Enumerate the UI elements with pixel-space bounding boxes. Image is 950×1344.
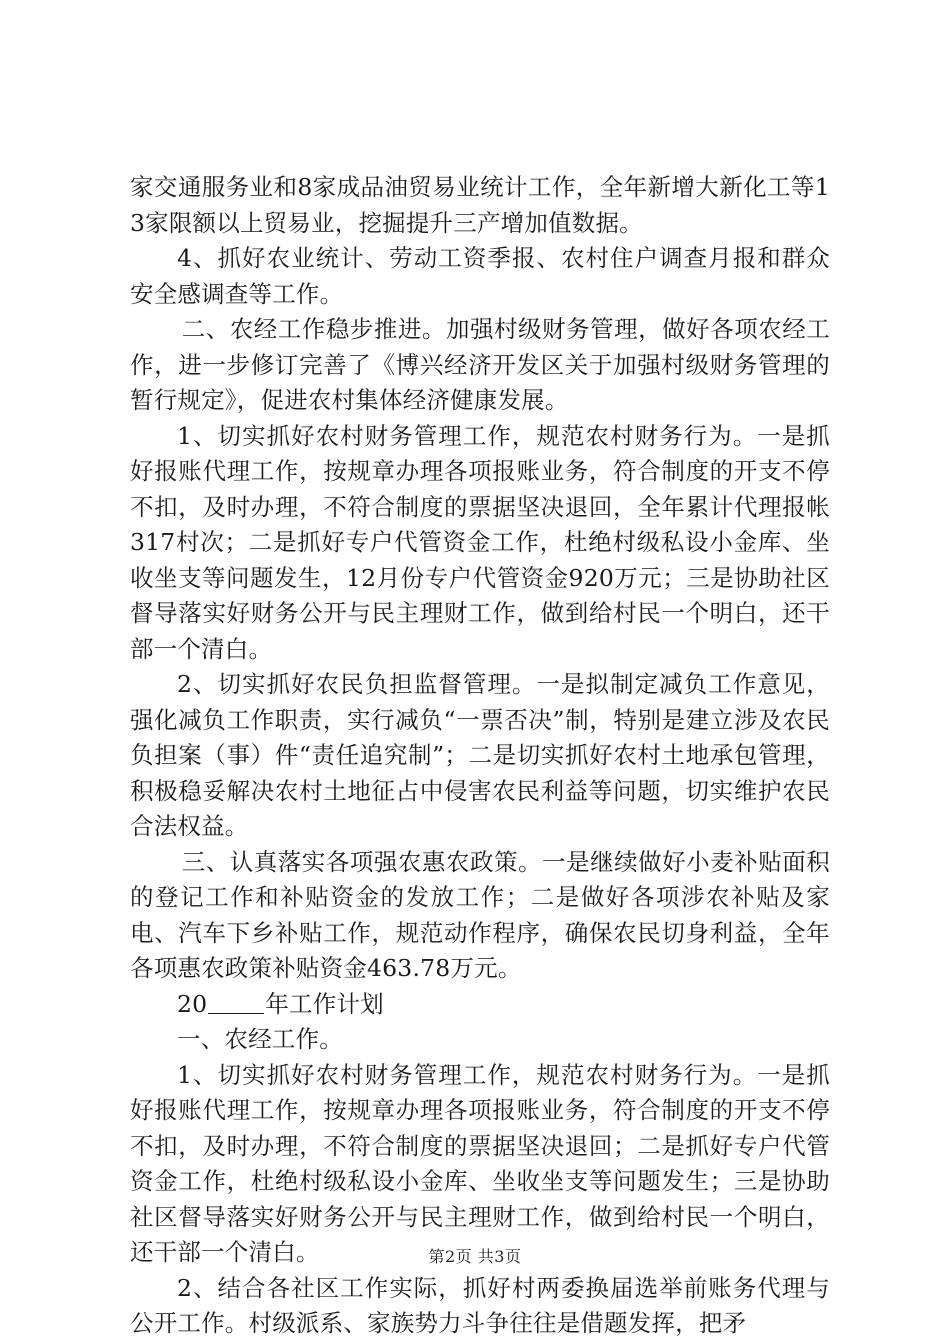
paragraph-plan-election-accounts: 2、结合各社区工作实际，抓好村两委换届选举前账务代理与公开工作。村级派系、家族势力斗争往往是借题发挥，把矛	[130, 1273, 830, 1337]
section-heading-agri-economy: 二、农经工作稳步推进。加强村级财务管理，做好各项农经工作，进一步修订完善了《博兴经济开发区关于加强村级财务管理的暂行规定》，促进农村集体经济健康发展。	[130, 315, 830, 414]
section-heading-plan-agri-economy: 一、农经工作。	[177, 1025, 343, 1053]
paragraph-agri-statistics: 4、抓好农业统计、劳动工资季报、农村住户调查月报和群众安全感调查等工作。	[130, 244, 830, 308]
work-plan-year-prefix: 20	[177, 989, 208, 1018]
paragraph-trade-statistics: 家交通服务业和8家成品油贸易业统计工作，全年新增大新化工等13家限额以上贸易业，挖掘提升三产增加值数据。	[130, 173, 830, 237]
document-body	[130, 170, 830, 1342]
paragraph-plan-rural-finance: 1、切实抓好农村财务管理工作，规范农村财务行为。一是抓好报账代理工作，按规章办理各项报账业务，符合制度的开支不停不扣，及时办理，不符合制度的票据坚决退回；二是抓好专户代管资金工作，杜绝村级私设小金库、坐收坐支等问题发生；三是协助社区督导落实好财务公开与民主理财工作，做到给村民一个明白，还干部一个清白。	[130, 1060, 830, 1266]
section-heading-agri-policy: 三、认真落实各项强农惠农政策。一是继续做好小麦补贴面积的登记工作和补贴资金的发放工作；二是做好各项涉农补贴及家电、汽车下乡补贴工作，规范动作程序，确保农民切身利益，全年各项惠农政策补贴资金463.78万元。	[130, 847, 830, 982]
paragraph-rural-finance: 1、切实抓好农村财务管理工作，规范农村财务行为。一是抓好报账代理工作，按规章办理各项报账业务，符合制度的开支不停不扣，及时办理，不符合制度的票据坚决退回，全年累计代理报帐317村次；二是抓好专户代管资金工作，杜绝村级私设小金库、坐收坐支等问题发生，12月份专户代管资金920万元；三是协助社区督导落实好财务公开与民主理财工作，做到给村民一个明白，还干部一个清白。	[130, 421, 830, 663]
heading-work-plan	[130, 987, 830, 1023]
paragraph-farmer-burden: 2、切实抓好农民负担监督管理。一是拟制定减负工作意见，强化减负工作职责，实行减负“一票否决”制，特别是建立涉及农民负担案（事）件“责任追究制”；二是切实抓好农村土地承包管理，积极稳妥解决农村土地征占中侵害农民利益等问题，切实维护农民合法权益。	[130, 670, 830, 840]
page-footer: 第2页 共3页	[428, 1247, 522, 1266]
work-plan-title: 年工作计划	[265, 989, 384, 1018]
year-blank-underline	[208, 991, 264, 1014]
